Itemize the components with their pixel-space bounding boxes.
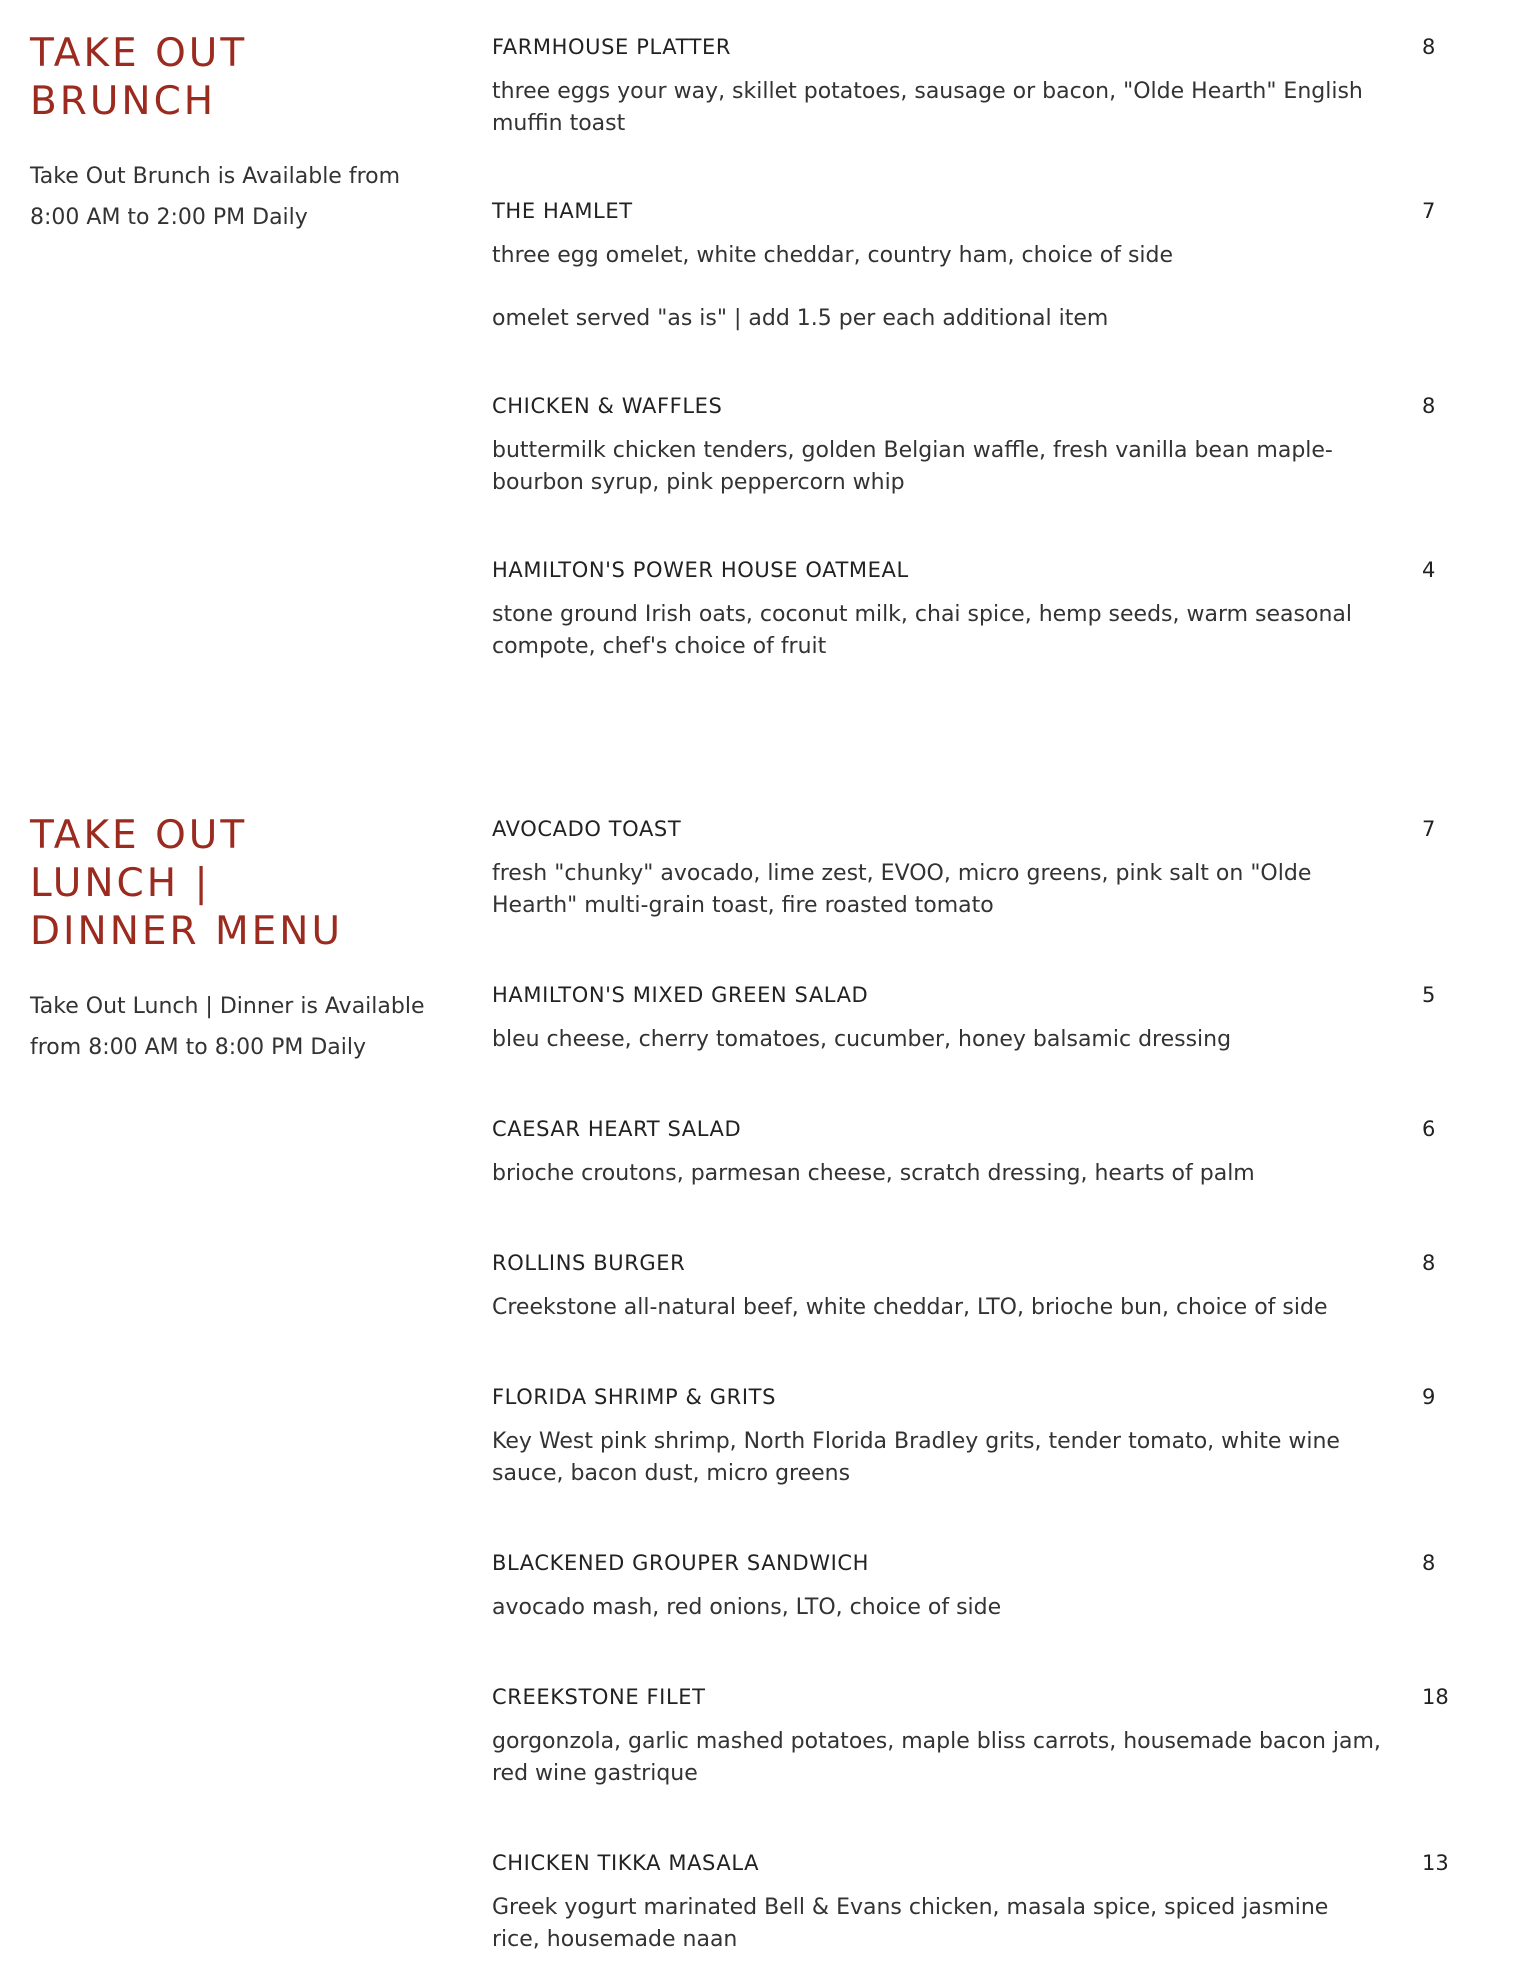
menu-item-price: 5 (1422, 983, 1436, 1007)
menu-item-price: 18 (1422, 1685, 1449, 1709)
menu-item-price: 7 (1422, 199, 1436, 223)
menu-item-description: Key West pink shrimp, North Florida Bradley grits, tender tomato, white wine sauce, bacon dust, micro greens (492, 1429, 1340, 1486)
lunch-dinner-title-line: TAKE OUT (30, 813, 248, 858)
menu-item-mixed-green-salad (492, 978, 1452, 1056)
menu-item-description: Creekstone all-natural beef, white cheddar, LTO, brioche bun, choice of side (492, 1295, 1328, 1320)
menu-item-price: 8 (1422, 394, 1436, 418)
brunch-availability (30, 156, 460, 238)
menu-item-name: ROLLINS BURGER (492, 1251, 686, 1275)
lunch-dinner-title-line: DINNER MENU (30, 909, 344, 954)
lunch-dinner-availability-line: Take Out Lunch | Dinner is Available (30, 994, 425, 1019)
menu-item-creekstone-filet (492, 1680, 1452, 1790)
menu-item-the-hamlet (492, 194, 1452, 335)
menu-item-blackened-grouper-sandwich (492, 1546, 1452, 1624)
menu-item-description: three eggs your way, skillet potatoes, sausage or bacon, "Olde Hearth" English muffin toast (492, 79, 1363, 136)
lunch-dinner-availability (30, 986, 460, 1068)
menu-item-rollins-burger (492, 1246, 1452, 1324)
menu-item-price: 8 (1422, 1551, 1436, 1575)
menu-item-power-house-oatmeal (492, 553, 1452, 663)
menu-item-note: omelet served "as is" | add 1.5 per each additional item (492, 306, 1109, 331)
menu-item-price: 8 (1422, 1251, 1436, 1275)
menu-item-description: three egg omelet, white cheddar, country ham, choice of side (492, 243, 1174, 268)
menu-item-description: Greek yogurt marinated Bell & Evans chicken, masala spice, spiced jasmine rice, housemade naan (492, 1895, 1329, 1952)
menu-item-caesar-heart-salad (492, 1112, 1452, 1190)
lunch-dinner-title-line: LUNCH | (30, 861, 211, 906)
menu-item-farmhouse-platter (492, 30, 1452, 140)
menu-item-florida-shrimp-grits (492, 1380, 1452, 1490)
menu-item-price: 4 (1422, 558, 1436, 582)
lunch-dinner-availability-line: from 8:00 AM to 8:00 PM Daily (30, 1035, 366, 1060)
menu-item-description: brioche croutons, parmesan cheese, scratch dressing, hearts of palm (492, 1161, 1255, 1186)
menu-item-avocado-toast (492, 812, 1452, 922)
lunch-dinner-sidebar (30, 812, 460, 1068)
lunch-dinner-title (30, 812, 460, 956)
menu-item-name: CHICKEN & WAFFLES (492, 394, 723, 418)
menu-item-name: FLORIDA SHRIMP & GRITS (492, 1385, 777, 1409)
menu-item-description: avocado mash, red onions, LTO, choice of side (492, 1595, 1002, 1620)
menu-item-price: 8 (1422, 35, 1436, 59)
brunch-menu-items (492, 30, 1452, 663)
brunch-availability-line: Take Out Brunch is Available from (30, 164, 401, 189)
brunch-title-line: BRUNCH (30, 79, 217, 124)
menu-item-name: CREEKSTONE FILET (492, 1685, 706, 1709)
menu-item-chicken-tikka-masala (492, 1846, 1452, 1956)
menu-item-price: 6 (1422, 1117, 1436, 1141)
menu-item-name: BLACKENED GROUPER SANDWICH (492, 1551, 870, 1575)
menu-item-description: buttermilk chicken tenders, golden Belgian waffle, fresh vanilla bean maple-bourbon syrup, pink peppercorn whip (492, 438, 1333, 495)
menu-item-chicken-waffles (492, 389, 1452, 499)
menu-item-description: bleu cheese, cherry tomatoes, cucumber, honey balsamic dressing (492, 1027, 1232, 1052)
menu-item-price: 13 (1422, 1851, 1449, 1875)
menu-item-name: HAMILTON'S POWER HOUSE OATMEAL (492, 558, 909, 582)
menu-item-name: HAMILTON'S MIXED GREEN SALAD (492, 983, 869, 1007)
menu-item-description: fresh "chunky" avocado, lime zest, EVOO, micro greens, pink salt on "Olde Hearth" multi-grain toast, fire roasted tomato (492, 861, 1312, 918)
lunch-dinner-menu-items (492, 812, 1452, 1956)
menu-item-name: CHICKEN TIKKA MASALA (492, 1851, 760, 1875)
menu-item-price: 9 (1422, 1385, 1436, 1409)
menu-item-name: THE HAMLET (492, 199, 633, 223)
menu-item-name: AVOCADO TOAST (492, 817, 682, 841)
menu-item-name: CAESAR HEART SALAD (492, 1117, 742, 1141)
menu-item-price: 7 (1422, 817, 1436, 841)
brunch-sidebar (30, 30, 460, 238)
brunch-title-line: TAKE OUT (30, 31, 248, 76)
brunch-title (30, 30, 460, 126)
brunch-availability-line: 8:00 AM to 2:00 PM Daily (30, 205, 308, 230)
menu-item-description: stone ground Irish oats, coconut milk, chai spice, hemp seeds, warm seasonal compote, chef's choice of fruit (492, 602, 1352, 659)
menu-item-description: gorgonzola, garlic mashed potatoes, maple bliss carrots, housemade bacon jam, red wine gastrique (492, 1729, 1381, 1786)
menu-item-name: FARMHOUSE PLATTER (492, 35, 732, 59)
